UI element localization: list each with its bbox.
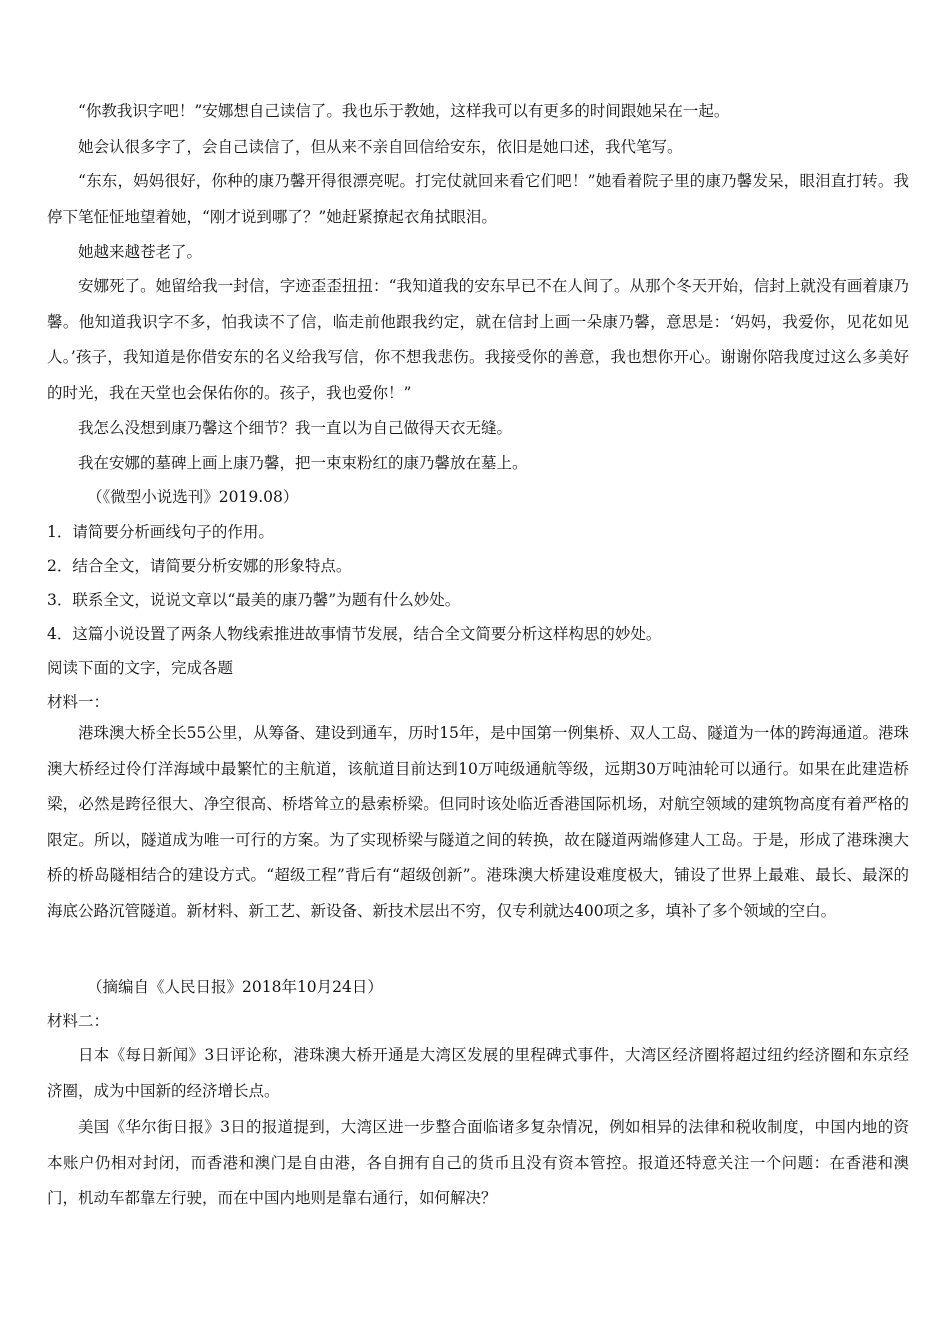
question-2: 2．结合全文，请简要分析安娜的形象特点。 [47,557,352,575]
question-1: 1．请简要分析画线句子的作用。 [47,523,274,541]
story-paragraph-2: 她会认很多字了，会自己读信了，但从来不亲自回信给安东，依旧是她口述，我代笔写。 [78,138,683,156]
material-1-source: （摘编自《人民日报》2018年10月24日） [87,978,383,996]
story-paragraph-7: 我在安娜的墓碑上画上康乃馨，把一束束粉红的康乃馨放在墓上。 [78,454,528,472]
material-1-text: 港珠澳大桥全长55公里，从筹备、建设到通车，历时15年，是中国第一例集桥、双人工岛、隧道为一体的跨海通道。港珠澳大桥经过伶仃洋海域中最繁忙的主航道，该航道目前达到10万吨级通航等级，远期30万吨油轮可以通行。如果在此建造桥梁，必然是跨径很大、净空很高、桥塔耸立的悬索桥梁。但同时该处临近香港国际机场，对航空领域的建筑物高度有着严格的限定。所以，隧道成为唯一可行的方案。为了实现桥梁与隧道之间的转换，故在隧道两端修建人工岛。于是，形成了港珠澳大桥的桥岛隧相结合的建设方式。“超级工程”背后有“超级创新”。港珠澳大桥建设难度极大，铺设了世界上最难、最长、最深的海底公路沉管隧道。新材料、新工艺、新设备、新技术层出不穷，仅专利就达400项之多，填补了多个领域的空白。 [47,724,909,920]
material-2-paragraph-2: 美国《华尔街日报》3日的报道提到，大湾区进一步整合面临诸多复杂情况，例如相异的法律和税收制度，中国内地的资本账户仍相对封闭，而香港和澳门是自由港，各自拥有自己的货币且没有资本管控。报道还特意关注一个问题：在香港和澳门，机动车都靠左行驶，而在中国内地则是靠右通行，如何解决？ [47,1118,909,1207]
story-paragraph-3: “东东，妈妈很好，你种的康乃馨开得很漂亮呢。打完仗就回来看它们吧！”她看着院子里的康乃馨发呆，眼泪直打转。我停下笔怔怔地望着她，“刚才说到哪了？”她赶紧撩起衣角拭眼泪。 [47,172,909,226]
material-1-label: 材料一： [47,693,110,711]
story-paragraph-1: “你教我识字吧！”安娜想自己读信了。我也乐于教她，这样我可以有更多的时间跟她呆在一起。 [78,102,730,120]
question-3: 3．联系全文，说说文章以“最美的康乃馨”为题有什么妙处。 [47,591,461,609]
section-instruction: 阅读下面的文字，完成各题 [47,659,234,677]
story-paragraph-4: 她越来越苍老了。 [78,243,203,261]
material-2-label: 材料二： [47,1012,110,1030]
material-2-paragraph-1: 日本《每日新闻》3日评论称，港珠澳大桥开通是大湾区发展的里程碑式事件，大湾区经济圈将超过纽约经济圈和东京经济圈，成为中国新的经济增长点。 [47,1046,909,1100]
story-paragraph-6: 我怎么没想到康乃馨这个细节？我一直以为自己做得天衣无缝。 [78,419,513,437]
question-4: 4．这篇小说设置了两条人物线索推进故事情节发展，结合全文简要分析这样构思的妙处。 [47,625,662,643]
story-source: （《微型小说选刊》2019.08） [87,488,299,506]
story-paragraph-5: 安娜死了。她留给我一封信，字迹歪歪扭扭：“我知道我的安东早已不在人间了。从那个冬天开始，信封上就没有画着康乃馨。他知道我识字不多，怕我读不了信，临走前他跟我约定，就在信封上画一朵康乃馨，意思是：‘妈妈，我爱你，见花如见人。’孩子，我知道是你借安东的名义给我写信，你不想我悲伤。我接受你的善意，我也想你开心。谢谢你陪我度过这么多美好的时光，我在天堂也会保佑你的。孩子，我也爱你！” [47,277,909,402]
